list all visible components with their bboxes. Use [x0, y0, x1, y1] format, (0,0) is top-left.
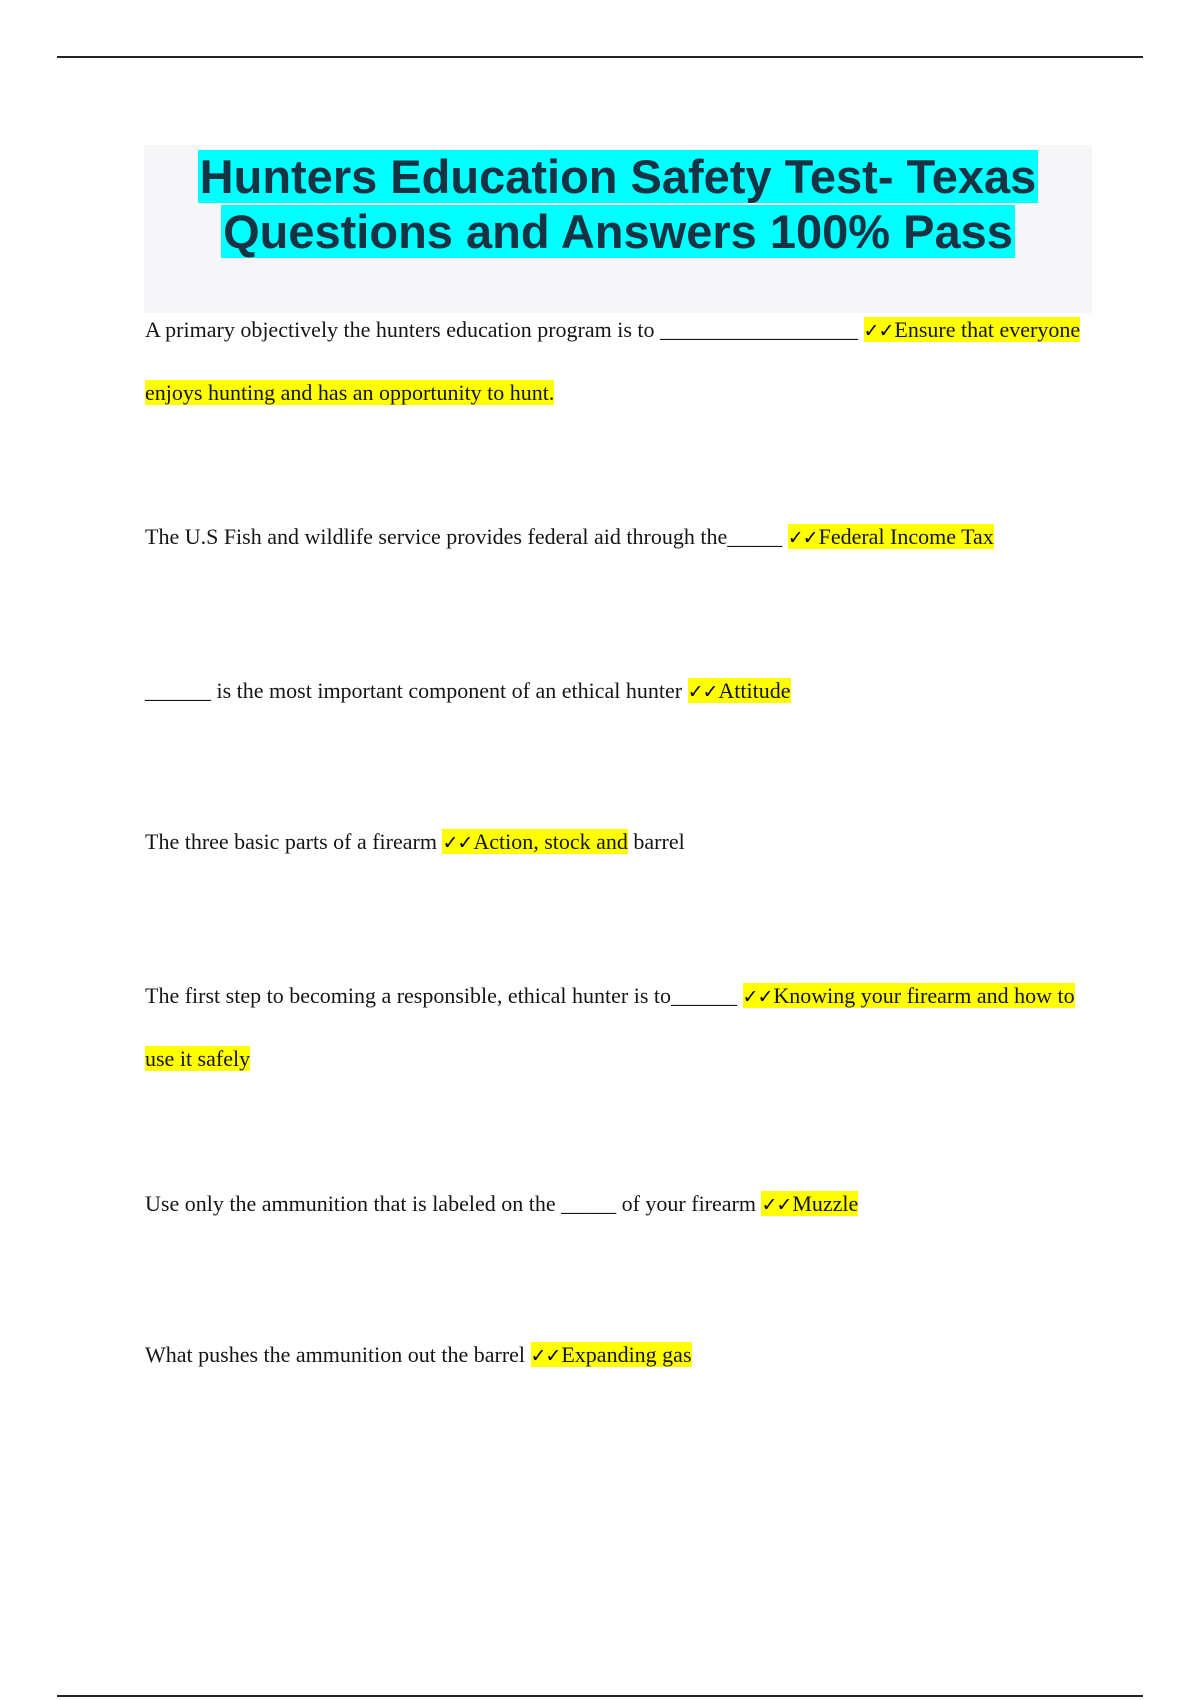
- title-line-1: Hunters Education Safety Test- Texas: [199, 150, 1037, 203]
- answer-highlight: [761, 1191, 858, 1216]
- qa-item-5: [145, 965, 1095, 1089]
- double-check-icon: ✓✓: [787, 527, 818, 549]
- question-text: The U.S Fish and wildlife service provides federal aid through the_____: [145, 524, 783, 549]
- title-block: [144, 145, 1092, 313]
- double-check-icon: ✓✓: [687, 681, 718, 703]
- bottom-rule: [57, 1695, 1143, 1697]
- qa-item-1: [145, 299, 1095, 423]
- top-rule: [57, 56, 1143, 58]
- question-text: The first step to becoming a responsible, ethical hunter is to______: [145, 983, 738, 1008]
- qa-item-3: [145, 660, 1095, 723]
- answer-text: Muzzle: [792, 1191, 859, 1216]
- question-text: ______ is the most important component of an ethical hunter: [145, 678, 683, 703]
- question-text: A primary objectively the hunters education program is to __________________: [145, 317, 859, 342]
- page-title: [144, 145, 1092, 259]
- qa-item-6: [145, 1173, 1095, 1236]
- qa-item-7: [145, 1324, 1095, 1387]
- question-text: What pushes the ammunition out the barrel: [145, 1342, 526, 1367]
- answer-continuation: barrel: [633, 829, 685, 854]
- double-check-icon: ✓✓: [742, 986, 773, 1008]
- question-text: The three basic parts of a firearm: [145, 829, 437, 854]
- title-line-2: Questions and Answers 100% Pass: [223, 205, 1013, 258]
- answer-text: Attitude: [718, 678, 791, 703]
- double-check-icon: ✓✓: [530, 1345, 561, 1367]
- answer-text: Federal Income Tax: [818, 524, 994, 549]
- answer-highlight: [688, 678, 791, 703]
- question-text: Use only the ammunition that is labeled on the _____ of your firearm: [145, 1191, 756, 1216]
- answer-text: Expanding gas: [561, 1342, 692, 1367]
- answer-text: Ensure that everyone enjoys hunting and has an opportunity to hunt.: [145, 317, 1081, 405]
- double-check-icon: ✓✓: [761, 1194, 792, 1216]
- qa-item-2: [145, 506, 1095, 569]
- double-check-icon: ✓✓: [863, 320, 894, 342]
- answer-highlight: [788, 524, 994, 549]
- qa-item-4: [145, 811, 1095, 874]
- answer-text: Knowing your firearm and how to use it safely: [145, 983, 1075, 1071]
- answer-highlight: [442, 829, 627, 854]
- double-check-icon: ✓✓: [442, 832, 473, 854]
- answer-highlight: [531, 1342, 692, 1367]
- answer-text: Action, stock and: [473, 829, 628, 854]
